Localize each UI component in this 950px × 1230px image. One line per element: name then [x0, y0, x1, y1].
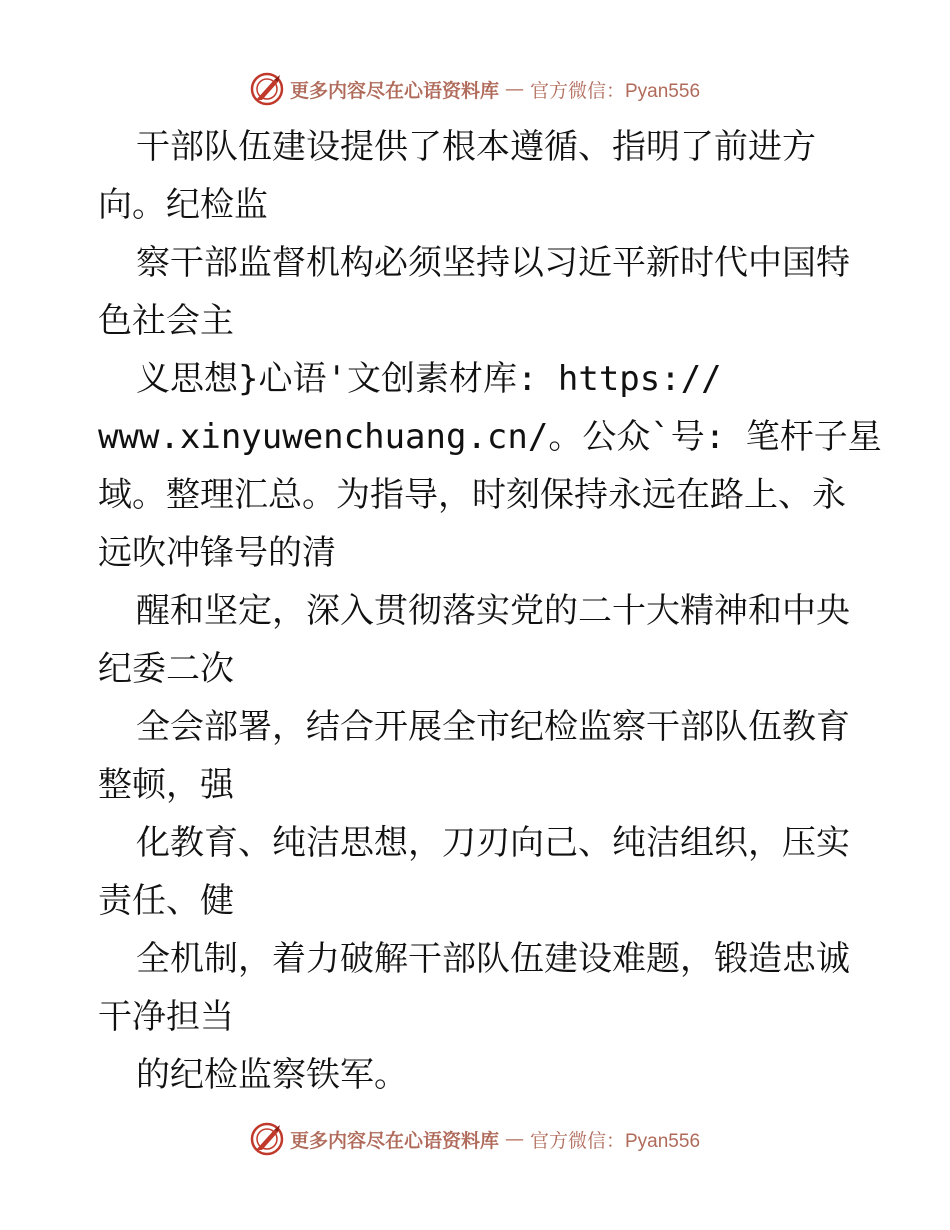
text-line: 远吹冲锋号的清: [98, 533, 336, 573]
text-line: 醒和坚定，深入贯彻落实党的二十大精神和中央: [136, 591, 850, 631]
text-line: 全机制，着力破解干部队伍建设难题，锻造忠诚: [136, 939, 850, 979]
text-line: 纪委二次: [98, 649, 234, 689]
footer-banner: [0, 1119, 950, 1159]
text-line: 域。整理汇总。为指导，时刻保持永远在路上、永: [98, 475, 846, 515]
text-line: 的纪检监察铁军。: [136, 1055, 408, 1095]
text-line: 察干部监督机构必须坚持以习近平新时代中国特: [136, 243, 850, 283]
text-line: www.xinyuwenchuang.cn/。公众`号: 笔杆子星: [98, 417, 882, 457]
banner-contact-id: Pyan556: [625, 1130, 701, 1152]
banner-title: 更多内容尽在心语资料库: [289, 1129, 499, 1152]
text-line: 整顿，强: [98, 765, 234, 805]
banner-contact-label: 官方微信：: [529, 1129, 625, 1152]
banner-separator: —: [504, 78, 524, 100]
text-line: 向。纪检监: [98, 185, 268, 225]
banner-separator: —: [504, 1128, 524, 1150]
text-line: 色社会主: [98, 301, 234, 341]
text-line: 干净担当: [98, 997, 234, 1037]
text-line: 义思想}心语'文创素材库: https://: [136, 359, 722, 399]
text-line: 化教育、纯洁思想，刀刃向己、纯洁组织，压实: [136, 823, 850, 863]
banner-contact-id: Pyan556: [625, 80, 701, 102]
banner-contact-label: 官方微信：: [529, 79, 625, 102]
banner-contact: [530, 1126, 700, 1153]
banner-title: 更多内容尽在心语资料库: [289, 79, 499, 102]
text-line: 全会部署，结合开展全市纪检监察干部队伍教育: [136, 707, 850, 747]
text-line: 责任、健: [98, 881, 234, 921]
text-line: 干部队伍建设提供了根本遵循、指明了前进方: [136, 127, 816, 167]
quill-logo-icon: [250, 1122, 284, 1156]
